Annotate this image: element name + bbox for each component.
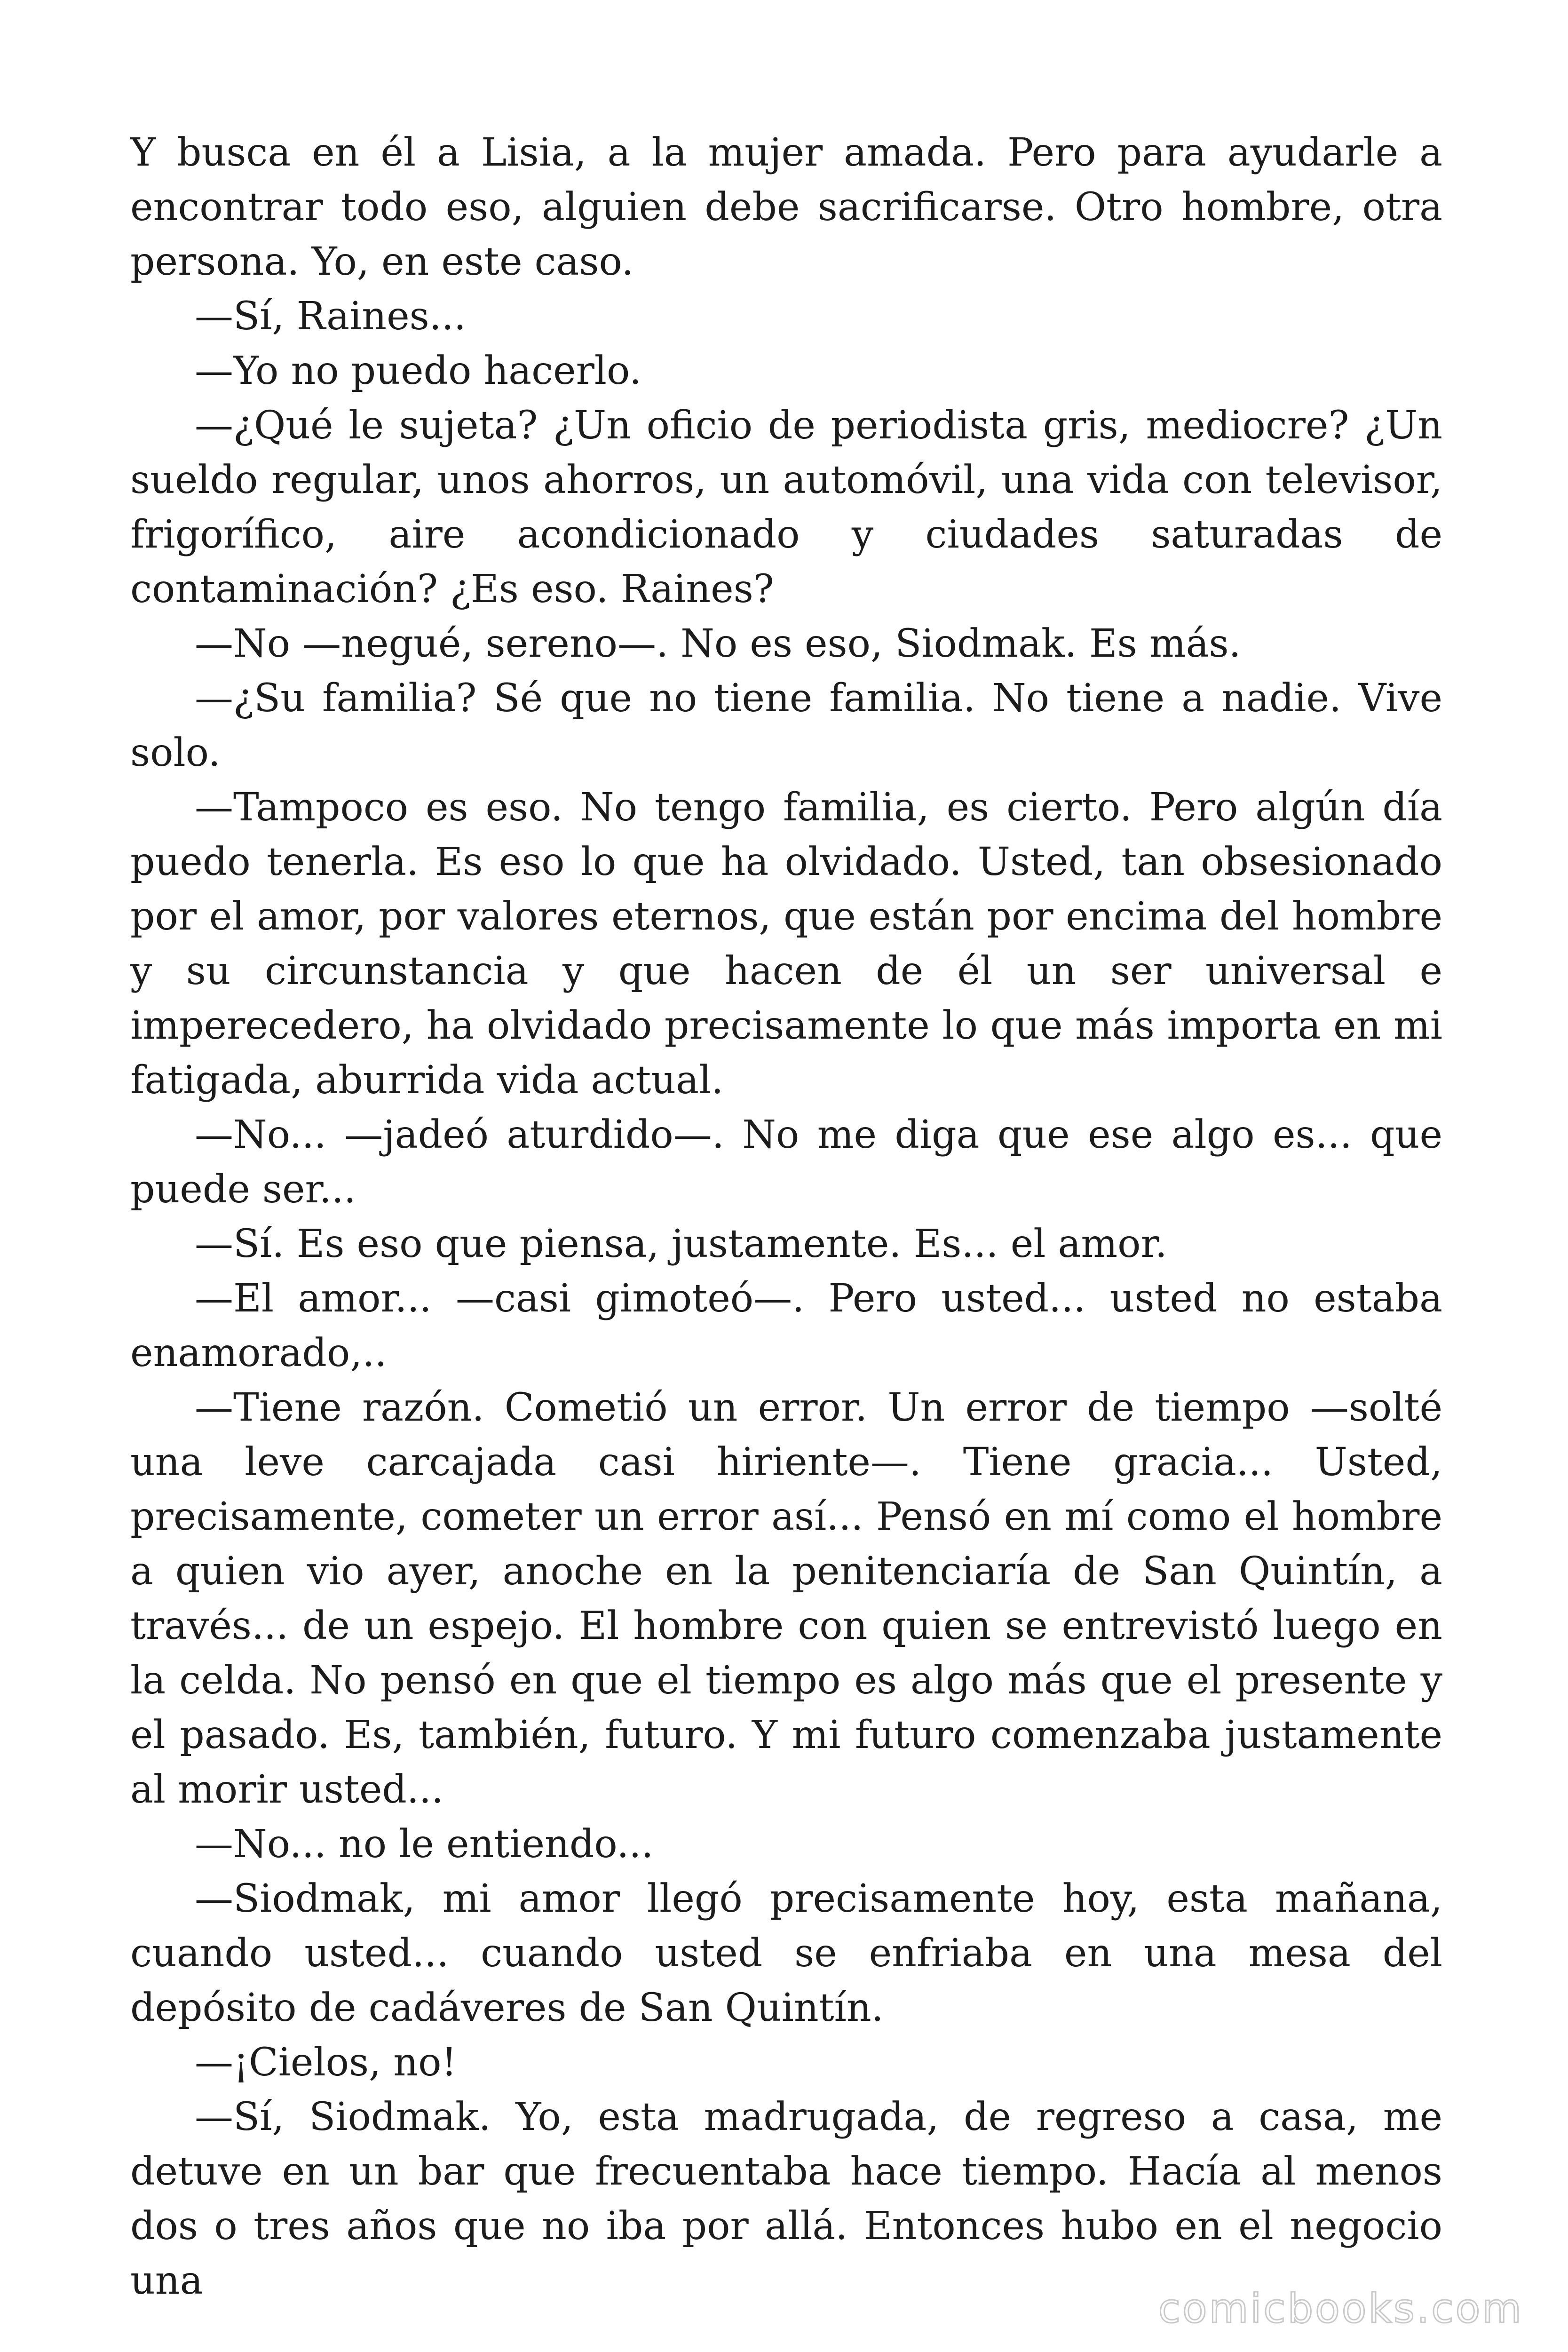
paragraph-10: —El amor... —casi gimoteó—. Pero usted... usted no estaba enamorado,.. (130, 1276, 1442, 1375)
paragraph-13: —Siodmak, mi amor llegó precisamente hoy, esta mañana, cuando usted... cuando usted se enfriaba en una mesa del depósito de cadáveres de San Quintín. (130, 1876, 1442, 2030)
paragraph-14: —¡Cielos, no! (195, 2040, 457, 2085)
watermark-logo: comicbooks.com (1158, 2285, 1523, 2332)
paragraph-6: —¿Su familia? Sé que no tiene familia. No tiene a nadie. Vive solo. (130, 676, 1442, 775)
paragraph-4: —¿Qué le sujeta? ¿Un oficio de periodista gris, mediocre? ¿Un sueldo regular, unos ahorros, un automóvil, una vida con televisor, frigorífico, aire acondicionado y ciudades saturadas de contaminación? ¿Es eso. Raines? (130, 403, 1442, 612)
paragraph-8: —No... —jadeó aturdido—. No me diga que ese algo es... que puede ser... (130, 1112, 1442, 1212)
book-page-text (130, 126, 1442, 2308)
paragraph-1: Y busca en él a Lisia, a la mujer amada. Pero para ayudarle a encontrar todo eso, alguien debe sacrificarse. Otro hombre, otra persona. Yo, en este caso. (130, 130, 1442, 284)
paragraph-5: —No —negué, sereno—. No es eso, Siodmak. Es más. (195, 621, 1241, 666)
paragraph-2: —Sí, Raines... (195, 294, 466, 339)
paragraph-15: —Sí, Siodmak. Yo, esta madrugada, de regreso a casa, me detuve en un bar que frecuentaba hace tiempo. Hacía al menos dos o tres años que no iba por allá. Entonces hubo en el negocio una (130, 2095, 1442, 2303)
paragraph-3: —Yo no puedo hacerlo. (195, 349, 642, 393)
paragraph-7: —Tampoco es eso. No tengo familia, es cierto. Pero algún día puedo tenerla. Es eso lo que ha olvidado. Usted, tan obsesionado por el amor, por valores eternos, que están por encima del hombre y su circunstancia y que hacen de él un ser universal e imperecedero, ha olvidado precisamente lo que más importa en mi fatigada, aburrida vida actual. (130, 785, 1442, 1103)
paragraph-11: —Tiene razón. Cometió un error. Un error de tiempo —solté una leve carcajada casi hiriente—. Tiene gracia... Usted, precisamente, cometer un error así... Pensó en mí como el hombre a quien vio ayer, anoche en la penitenciaría de San Quintín, a través... de un espejo. El hombre con quien se entrevistó luego en la celda. No pensó en que el tiempo es algo más que el presente y el pasado. Es, también, futuro. Y mi futuro comenzaba justamente al morir usted... (130, 1385, 1442, 1812)
paragraph-9: —Sí. Es eso que piensa, justamente. Es... el amor. (195, 1222, 1167, 1266)
paragraph-12: —No... no le entiendo... (195, 1822, 654, 1867)
